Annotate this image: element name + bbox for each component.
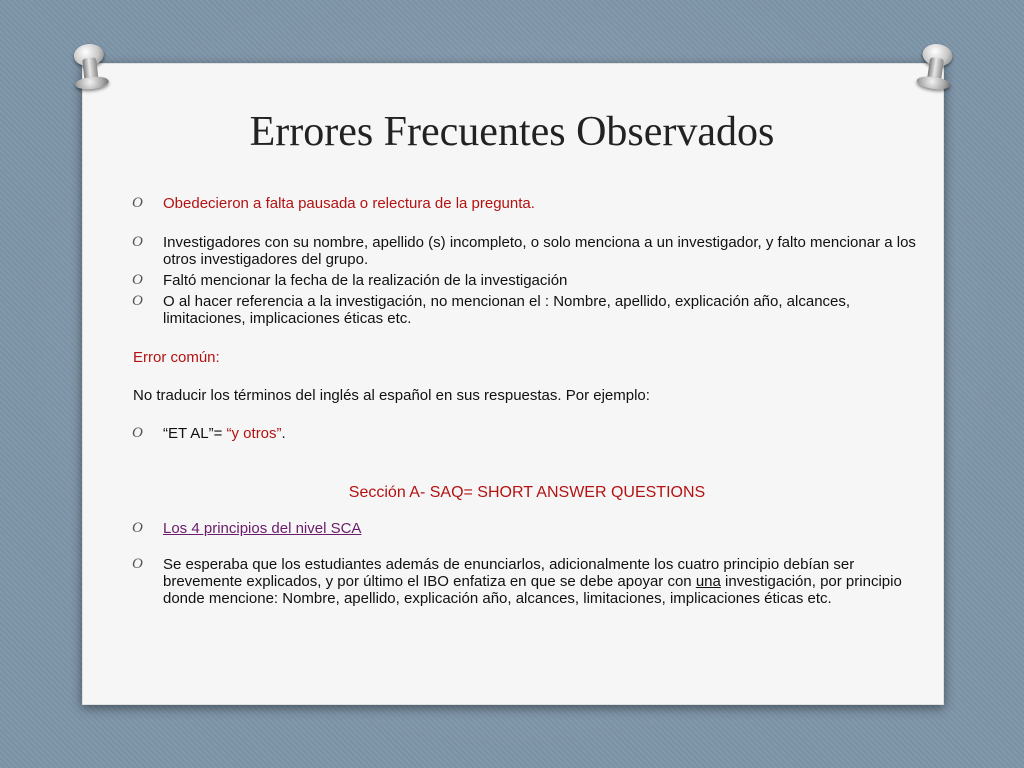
section-heading: Sección A- SAQ= SHORT ANSWER QUESTIONS xyxy=(348,484,706,501)
example-suffix: . xyxy=(281,425,286,442)
bullet-item xyxy=(132,234,922,268)
bullet-marker-icon: O xyxy=(132,520,143,536)
slide-content xyxy=(132,195,922,607)
bullet-item xyxy=(132,556,922,607)
bullet-text: Faltó mencionar la fecha de la realización de la investigación xyxy=(163,272,568,289)
example-highlight: “y otros” xyxy=(226,425,282,442)
bullet-marker-icon: O xyxy=(132,556,143,572)
bullet-marker-icon: O xyxy=(132,425,143,441)
example-item xyxy=(132,425,922,442)
link-item xyxy=(132,520,922,537)
bullet-text-after: investigación, por principio donde mencione: Nombre, apellido, explicación año, alcances, limitaciones, implicaciones éticas etc. xyxy=(163,573,902,607)
bullet-item xyxy=(132,195,922,212)
slide-title: Errores Frecuentes Observados xyxy=(249,109,775,155)
principles-link[interactable]: Los 4 principios del nivel SCA xyxy=(163,520,362,537)
bullet-text-before: Se esperaba que los estudiantes además de enunciarlos, adicionalmente los cuatro principio debían ser brevemente explicados, y por último el IBO enfatiza en que se debe apoyar con xyxy=(163,556,855,590)
bullet-marker-icon: O xyxy=(132,272,143,288)
bullet-text: Investigadores con su nombre, apellido (s) incompleto, o solo menciona a un investigador, y falto mencionar a los otros investigadores del grupo. xyxy=(163,234,916,268)
bullet-item xyxy=(132,272,922,289)
bullet-text-underlined: una xyxy=(695,573,721,590)
bullet-text: Obedecieron a falta pausada o relectura de la pregunta. xyxy=(163,195,535,212)
bullet-marker-icon: O xyxy=(132,293,143,309)
example-prefix: “ET AL”= xyxy=(163,425,227,442)
error-text: No traducir los términos del inglés al español en sus respuestas. Por ejemplo: xyxy=(133,387,650,404)
bullet-text: O al hacer referencia a la investigación, no mencionan el : Nombre, apellido, explicación año, alcances, limitaciones, implicaciones éticas etc. xyxy=(163,293,851,327)
bullet-marker-icon: O xyxy=(132,234,143,250)
pushpin-icon xyxy=(915,42,957,91)
error-heading: Error común: xyxy=(133,349,220,366)
pushpin-icon xyxy=(70,42,110,90)
bullet-marker-icon: O xyxy=(132,195,143,211)
bullet-item xyxy=(132,293,922,327)
